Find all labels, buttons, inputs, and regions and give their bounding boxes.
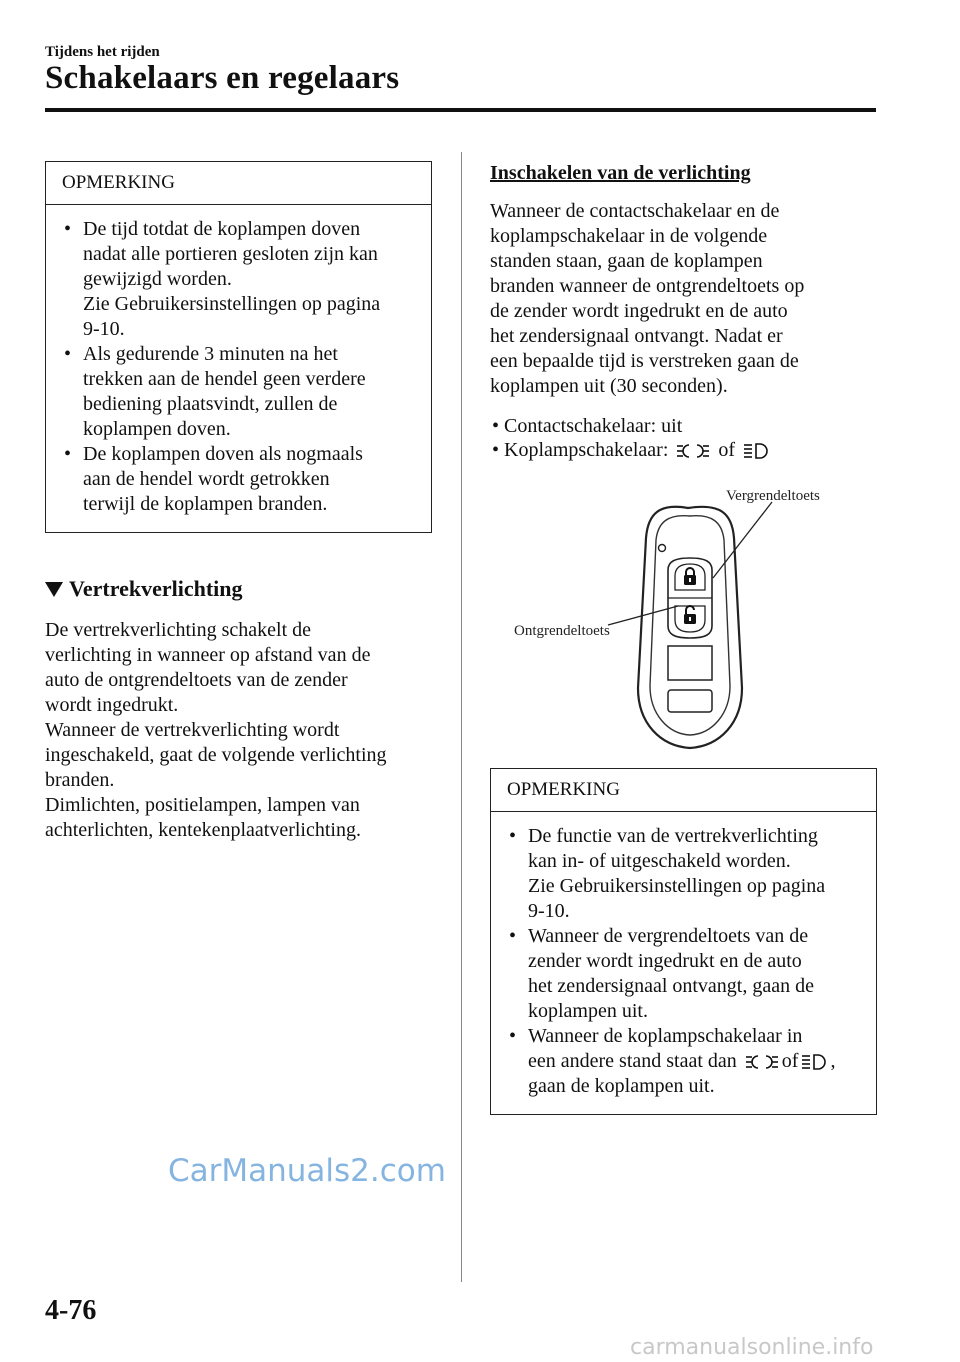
page-title: Schakelaars en regelaars — [45, 60, 400, 96]
section-label: Tijdens het rijden — [45, 44, 160, 60]
status-prefix: • Koplampschakelaar: — [492, 439, 669, 461]
note-line: Wanneer de vergrendeltoets van de — [528, 925, 809, 947]
body-line: koplampen uit (30 seconden). — [490, 375, 728, 397]
note-box-right — [490, 768, 877, 1115]
switch-status-list — [490, 414, 772, 462]
body-line: de zender wordt ingedrukt en de auto — [490, 300, 788, 322]
note-item — [56, 442, 421, 517]
headlight-icon — [743, 442, 769, 460]
column-divider — [461, 152, 462, 1282]
body-line: Wanneer de contactschakelaar en de — [490, 200, 780, 222]
bullet-icon: • — [509, 925, 517, 947]
note-line: terwijl de koplampen branden. — [83, 493, 328, 515]
footer-watermark: carmanualsonline.info — [630, 1335, 874, 1360]
note-line: 9-10. — [83, 318, 125, 340]
section-body — [490, 199, 880, 399]
note-heading: OPMERKING — [46, 162, 431, 205]
headlight-icon — [801, 1053, 827, 1071]
note-item — [501, 924, 866, 1024]
body-line: auto de ontgrendeltoets van de zender — [45, 669, 348, 691]
body-line: branden. — [45, 769, 115, 791]
note-line: De tijd totdat de koplampen doven — [83, 218, 361, 240]
note-line: koplampen doven. — [83, 418, 231, 440]
note-box-left — [45, 161, 432, 533]
header-rule — [45, 108, 876, 112]
body-line: achterlichten, kentekenplaatverlichting. — [45, 819, 361, 841]
note-line: gewijzigd worden. — [83, 268, 232, 290]
subsection-heading — [45, 576, 243, 602]
subsection-title: Vertrekverlichting — [69, 576, 243, 601]
note-text: , — [830, 1050, 836, 1072]
of-word: of — [781, 1050, 799, 1072]
section-heading: Inschakelen van de verlichting — [490, 162, 751, 184]
note-text: een andere stand staat dan — [528, 1050, 737, 1072]
subsection-body — [45, 618, 445, 843]
unlock-button-label: Ontgrendeltoets — [514, 623, 610, 639]
note-line: De functie van de vertrekverlichting — [528, 825, 818, 847]
note-line: Wanneer de koplampschakelaar in — [528, 1025, 803, 1047]
note-line: bediening plaatsvindt, zullen de — [83, 393, 338, 415]
note-line: trekken aan de hendel geen verdere — [83, 368, 366, 390]
note-heading: OPMERKING — [491, 769, 876, 812]
body-line: verlichting in wanneer op afstand van de — [45, 644, 371, 666]
note-line: 9-10. — [528, 900, 570, 922]
note-line: Zie Gebruikersinstellingen op pagina — [83, 293, 381, 315]
note-line: gaan de koplampen uit. — [528, 1075, 715, 1097]
body-line: Dimlichten, positielampen, lampen van — [45, 794, 360, 816]
body-line: koplampschakelaar in de volgende — [490, 225, 768, 247]
body-line: het zendersignaal ontvangt. Nadat er — [490, 325, 783, 347]
body-line: een bepaalde tijd is verstreken gaan de — [490, 350, 799, 372]
note-item — [501, 824, 866, 924]
bullet-icon: • — [509, 1025, 517, 1047]
parking-light-icon — [745, 1053, 779, 1071]
triangle-marker-icon — [45, 582, 63, 597]
note-line: koplampen uit. — [528, 1000, 648, 1022]
key-fob-figure — [510, 478, 880, 750]
note-line: De koplampen doven als nogmaals — [83, 443, 363, 465]
note-line: nadat alle portieren gesloten zijn kan — [83, 243, 378, 265]
page-number: 4-76 — [45, 1295, 97, 1326]
note-item — [56, 217, 421, 342]
body-line: branden wanneer de ontgrendeltoets op — [490, 275, 805, 297]
bullet-icon: • — [64, 343, 72, 365]
lock-button-label: Vergrendeltoets — [726, 488, 820, 504]
note-line: Zie Gebruikersinstellingen op pagina — [528, 875, 826, 897]
note-line — [528, 1049, 866, 1074]
watermark-logo: CarManuals2.com — [168, 1153, 446, 1189]
bullet-icon: • — [509, 825, 517, 847]
note-item — [56, 342, 421, 442]
headlamp-switch-status — [490, 438, 772, 462]
of-word: of — [718, 439, 736, 461]
body-line: standen staan, gaan de koplampen — [490, 250, 763, 272]
note-line: zender wordt ingedrukt en de auto — [528, 950, 802, 972]
bullet-icon: • — [64, 218, 72, 240]
body-line: wordt ingedrukt. — [45, 694, 179, 716]
body-line: De vertrekverlichting schakelt de — [45, 619, 311, 641]
body-line: ingeschakeld, gaat de volgende verlichting — [45, 744, 387, 766]
note-list — [46, 205, 431, 517]
parking-light-icon — [676, 442, 710, 460]
note-line: Als gedurende 3 minuten na het — [83, 343, 338, 365]
note-list — [491, 812, 876, 1099]
note-line: aan de hendel wordt getrokken — [83, 468, 330, 490]
body-line: Wanneer de vertrekverlichting wordt — [45, 719, 340, 741]
contact-switch-status: • Contactschakelaar: uit — [492, 415, 683, 437]
note-line: kan in- of uitgeschakeld worden. — [528, 850, 791, 872]
note-item — [501, 1024, 866, 1099]
key-fob-illustration — [510, 478, 880, 750]
note-line: het zendersignaal ontvangt, gaan de — [528, 975, 814, 997]
bullet-icon: • — [64, 443, 72, 465]
